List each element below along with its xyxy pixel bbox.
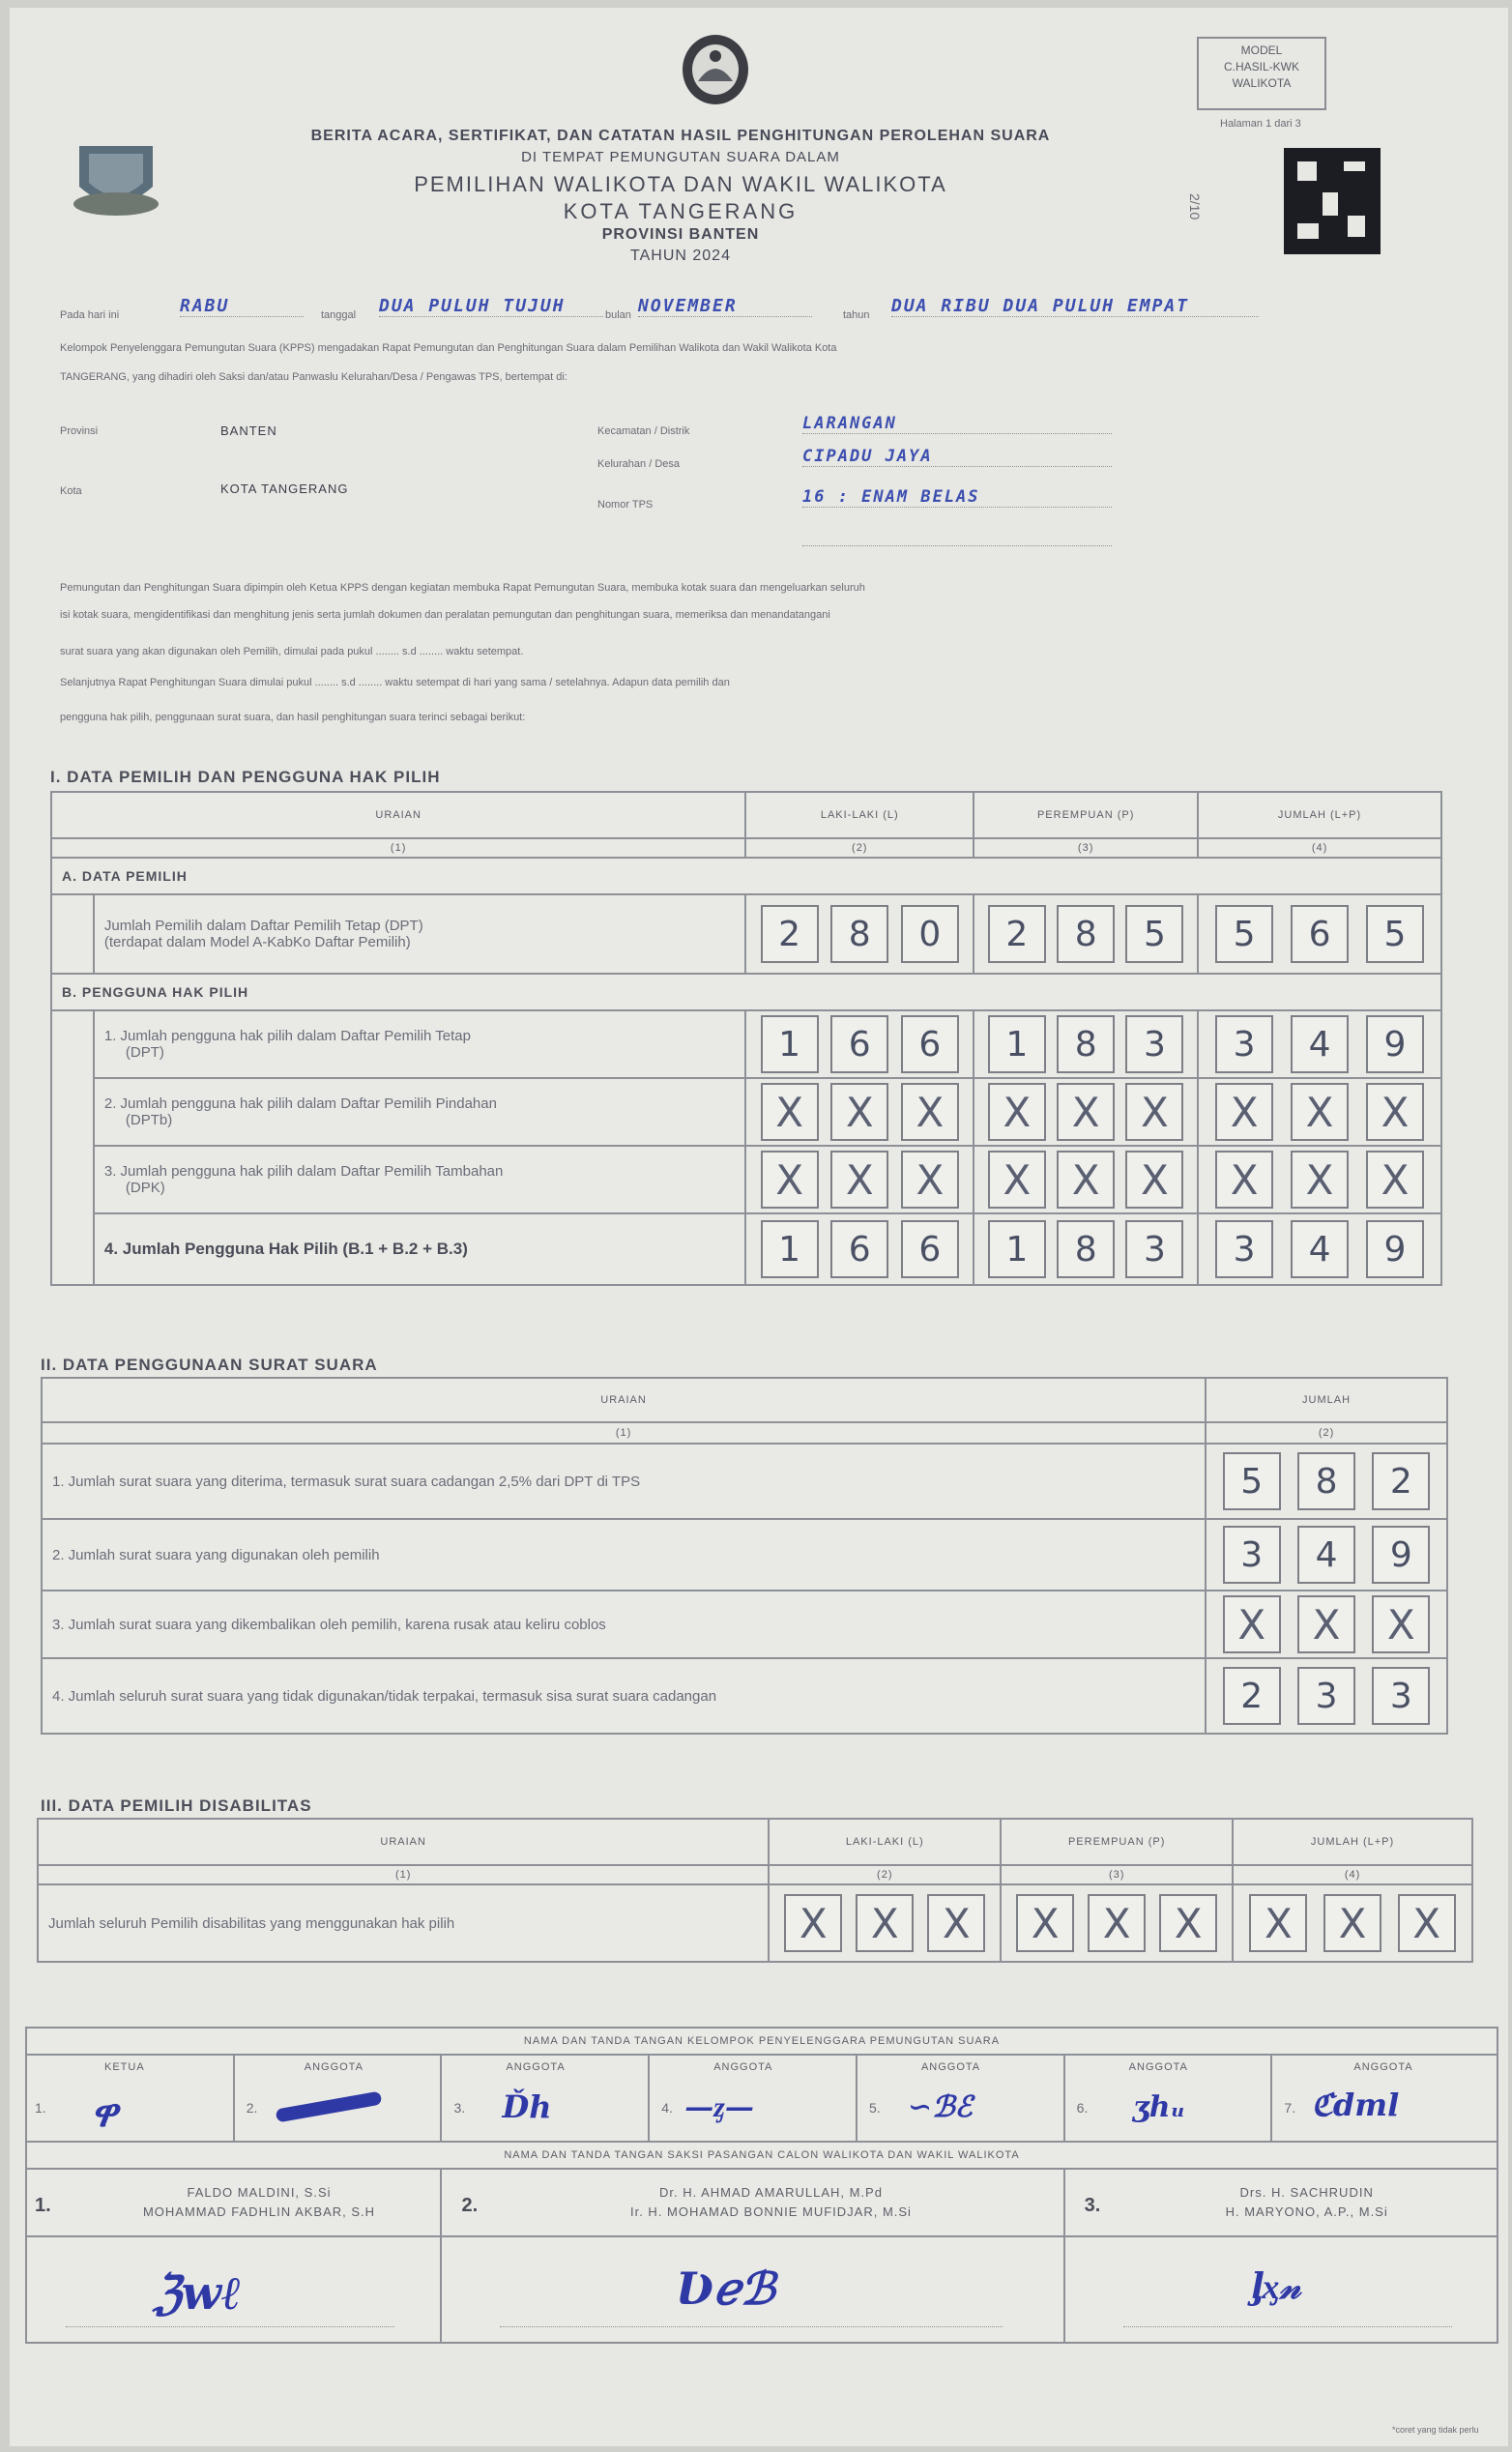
city-label: Kota bbox=[60, 485, 82, 497]
intro-sentence-1: Kelompok Penyelenggara Pemungutan Suara (KPPS) mengadakan Rapat Pemungutan dan Penghitungan Suara dalam Pemilihan Walikota dan Wakil Walikota Kota bbox=[60, 342, 837, 354]
title-line-5: PROVINSI BANTEN bbox=[601, 226, 760, 243]
col-jumlah: JUMLAH (L+P) bbox=[1198, 792, 1441, 838]
s3-j bbox=[1233, 1884, 1472, 1962]
section-1-table bbox=[50, 791, 1442, 1286]
b1-p bbox=[974, 1010, 1198, 1078]
b1-l bbox=[745, 1010, 974, 1078]
form-sheet bbox=[10, 8, 1508, 2446]
saksi-1-names: 1. FALDO MALDINI, S.Si MOHAMMAD FADHLIN AKBAR, S.H bbox=[26, 2169, 441, 2236]
digit-box: 9 bbox=[1372, 1526, 1430, 1584]
s3-l bbox=[769, 1884, 1001, 1962]
s2-row-1-label: 1. Jumlah surat suara yang diterima, termasuk surat suara cadangan 2,5% dari DPT di TPS bbox=[42, 1444, 1206, 1519]
digit-box: 4 bbox=[1291, 1220, 1349, 1278]
model-code-box bbox=[1197, 37, 1326, 110]
digit-box: 6 bbox=[901, 1220, 959, 1278]
b3-p bbox=[974, 1146, 1198, 1213]
date-value: DUA PULUH TUJUH bbox=[379, 296, 603, 317]
col-laki: LAKI-LAKI (L) bbox=[745, 792, 974, 838]
digit-box: X bbox=[830, 1151, 888, 1209]
digit-box: 2 bbox=[761, 905, 819, 963]
digit-box: X bbox=[784, 1894, 842, 1952]
digit-box: 3 bbox=[1372, 1667, 1430, 1725]
digit-box: X bbox=[1249, 1894, 1307, 1952]
digit-box: X bbox=[1366, 1083, 1424, 1141]
digit-box: 8 bbox=[1057, 1220, 1115, 1278]
year-label: tahun bbox=[843, 309, 870, 321]
saksi-3-signature bbox=[1064, 2236, 1497, 2343]
digit-box: X bbox=[830, 1083, 888, 1141]
s2-num-2: (2) bbox=[1206, 1422, 1447, 1444]
signature-mark: ʒℎᵤ bbox=[1132, 2090, 1186, 2124]
signature-mark: —ᶎ— bbox=[684, 2090, 754, 2124]
saksi-2-names: 2. Dr. H. AHMAD AMARULLAH, M.Pd Ir. H. MOHAMAD BONNIE MUFIDJAR, M.Si bbox=[441, 2169, 1063, 2236]
s3-col-uraian: URAIAN bbox=[38, 1819, 769, 1865]
b2-j bbox=[1198, 1078, 1441, 1146]
col-uraian: URAIAN bbox=[51, 792, 745, 838]
digit-box: X bbox=[901, 1083, 959, 1141]
month-label: bulan bbox=[605, 309, 631, 321]
col-num-2: (2) bbox=[745, 838, 974, 858]
signature-mark: ∽ℬℰ bbox=[907, 2090, 973, 2124]
digit-box: 5 bbox=[1366, 905, 1424, 963]
s2-col-uraian: URAIAN bbox=[42, 1378, 1206, 1422]
digit-box: X bbox=[1016, 1894, 1074, 1952]
s3-col-laki: LAKI-LAKI (L) bbox=[769, 1819, 1001, 1865]
s3-num-1: (1) bbox=[38, 1865, 769, 1884]
digit-box: 4 bbox=[1297, 1526, 1355, 1584]
digit-box: 8 bbox=[1297, 1452, 1355, 1510]
digit-box: 3 bbox=[1215, 1220, 1273, 1278]
digit-box: X bbox=[761, 1151, 819, 1209]
saksi-title: NAMA DAN TANDA TANGAN SAKSI PASANGAN CALON WALIKOTA DAN WAKIL WALIKOTA bbox=[26, 2142, 1497, 2169]
digit-box: X bbox=[1291, 1151, 1349, 1209]
digit-box: X bbox=[1215, 1151, 1273, 1209]
digit-box: 2 bbox=[1372, 1452, 1430, 1510]
digit-box: 6 bbox=[830, 1220, 888, 1278]
digit-box: X bbox=[1372, 1595, 1430, 1653]
s3-p bbox=[1001, 1884, 1233, 1962]
signature-mark: ℨwℓ bbox=[153, 2266, 242, 2321]
b2-p bbox=[974, 1078, 1198, 1146]
section-1-title: I. DATA PEMILIH DAN PENGGUNA HAK PILIH bbox=[50, 768, 441, 786]
section-3-table bbox=[37, 1818, 1473, 1963]
paragraph-line-1: Pemungutan dan Penghitungan Suara dipimpin oleh Ketua KPPS dengan kegiatan membuka Rapat Pemungutan Suara, membuka kotak suara dan mengeluarkan seluruh bbox=[60, 582, 865, 594]
kpps-cell-3: ANGGOTA 3. Ďh bbox=[441, 2055, 649, 2142]
col-perempuan: PEREMPUAN (P) bbox=[974, 792, 1198, 838]
dpt-label: Jumlah Pemilih dalam Daftar Pemilih Tetap (DPT) (terdapat dalam Model A-KabKo Daftar Pemilih) bbox=[94, 894, 745, 974]
digit-box: 8 bbox=[1057, 1015, 1115, 1073]
digit-box: 1 bbox=[988, 1015, 1046, 1073]
digit-box: X bbox=[988, 1151, 1046, 1209]
tps-value: 16 : ENAM BELAS bbox=[802, 487, 1112, 508]
intro-sentence-2: TANGERANG, yang dihadiri oleh Saksi dan/atau Panwaslu Kelurahan/Desa / Pengawas TPS, bertempat di: bbox=[60, 371, 567, 383]
digit-box: 6 bbox=[1291, 905, 1349, 963]
digit-box: X bbox=[1223, 1595, 1281, 1653]
digit-box: X bbox=[1159, 1894, 1217, 1952]
digit-box: 1 bbox=[988, 1220, 1046, 1278]
b3-l bbox=[745, 1146, 974, 1213]
page-indicator: Halaman 1 dari 3 bbox=[1220, 118, 1301, 130]
digit-box: X bbox=[856, 1894, 914, 1952]
digit-box: X bbox=[901, 1151, 959, 1209]
saksi-1-signature bbox=[26, 2236, 441, 2343]
title-line-3: PEMILIHAN WALIKOTA DAN WAKIL WALIKOTA bbox=[414, 172, 947, 196]
digit-box: 3 bbox=[1125, 1220, 1183, 1278]
title-line-1: BERITA ACARA, SERTIFIKAT, DAN CATATAN HASIL PENGHITUNGAN PEROLEHAN SUARA bbox=[310, 128, 1051, 144]
kpps-cell-5: ANGGOTA 5. ∽ℬℰ bbox=[857, 2055, 1064, 2142]
kpps-cell-2: ANGGOTA 2. bbox=[234, 2055, 442, 2142]
day-value: RABU bbox=[180, 296, 304, 317]
kpps-cell-7: ANGGOTA 7. ℭdml bbox=[1271, 2055, 1497, 2142]
paragraph-line-4: Selanjutnya Rapat Penghitungan Suara dimulai pukul ........ s.d ........ waktu setempat di hari yang sama / setelahnya. Adapun data pemilih dan bbox=[60, 677, 730, 688]
province-label: Provinsi bbox=[60, 425, 99, 437]
s2-row-3-value bbox=[1206, 1591, 1447, 1658]
title-line-4: KOTA TANGERANG bbox=[563, 199, 799, 223]
section-3-title: III. DATA PEMILIH DISABILITAS bbox=[41, 1796, 312, 1815]
b2-label: 2. Jumlah pengguna hak pilih dalam Daftar Pemilih Pindahan (DPTb) bbox=[94, 1078, 745, 1146]
model-label: MODEL bbox=[1240, 44, 1283, 57]
kpps-title: NAMA DAN TANDA TANGAN KELOMPOK PENYELENGGARA PEMUNGUTAN SUARA bbox=[26, 2028, 1497, 2055]
saksi-3-names: 3. Drs. H. SACHRUDIN H. MARYONO, A.P., M.Si bbox=[1064, 2169, 1497, 2236]
digit-box: X bbox=[1297, 1595, 1355, 1653]
kpu-emblem-icon bbox=[677, 29, 754, 106]
signature-mark: Ďh bbox=[502, 2088, 552, 2125]
kpps-signature-row bbox=[26, 2055, 1497, 2142]
digit-box: 3 bbox=[1215, 1015, 1273, 1073]
month-value: NOVEMBER bbox=[638, 296, 812, 317]
b2-l bbox=[745, 1078, 974, 1146]
digit-box: 5 bbox=[1223, 1452, 1281, 1510]
digit-box: X bbox=[1057, 1151, 1115, 1209]
digit-box: 5 bbox=[1215, 905, 1273, 963]
saksi-2-signature bbox=[441, 2236, 1063, 2343]
paragraph-line-5: pengguna hak pilih, penggunaan surat suara, dan hasil penghitungan suara terinci sebagai berikut: bbox=[60, 712, 526, 723]
s2-row-3-label: 3. Jumlah surat suara yang dikembalikan oleh pemilih, karena rusak atau keliru coblos bbox=[42, 1591, 1206, 1658]
digit-box: X bbox=[1125, 1151, 1183, 1209]
s2-row-2-value bbox=[1206, 1519, 1447, 1591]
signature-mark bbox=[275, 2091, 382, 2123]
group-a-label: A. DATA PEMILIH bbox=[51, 858, 1441, 894]
digit-box: 1 bbox=[761, 1220, 819, 1278]
section-2-table bbox=[41, 1377, 1448, 1735]
digit-box: 9 bbox=[1366, 1015, 1424, 1073]
s3-col-perempuan: PEREMPUAN (P) bbox=[1001, 1819, 1233, 1865]
district-value: LARANGAN bbox=[802, 414, 1112, 434]
s3-num-2: (2) bbox=[769, 1865, 1001, 1884]
tps-label: Nomor TPS bbox=[597, 499, 654, 511]
digit-box: 2 bbox=[988, 905, 1046, 963]
s3-num-4: (4) bbox=[1233, 1865, 1472, 1884]
day-label: Pada hari ini bbox=[60, 309, 120, 321]
b4-j bbox=[1198, 1213, 1441, 1285]
digit-box: 1 bbox=[761, 1015, 819, 1073]
digit-box: 5 bbox=[1125, 905, 1183, 963]
dpt-j bbox=[1198, 894, 1441, 974]
s2-row-2-label: 2. Jumlah surat suara yang digunakan oleh pemilih bbox=[42, 1519, 1206, 1591]
signature-mark: Ʋℯℬ bbox=[674, 2262, 775, 2315]
digit-box: 6 bbox=[901, 1015, 959, 1073]
digit-box: 4 bbox=[1291, 1015, 1349, 1073]
digit-box: X bbox=[1291, 1083, 1349, 1141]
digit-box: X bbox=[1088, 1894, 1146, 1952]
city-value: KOTA TANGERANG bbox=[220, 482, 349, 496]
digit-box: 3 bbox=[1297, 1667, 1355, 1725]
b4-label: 4. Jumlah Pengguna Hak Pilih (B.1 + B.2 + B.3) bbox=[94, 1213, 745, 1285]
s2-row-1-value bbox=[1206, 1444, 1447, 1519]
s3-num-3: (3) bbox=[1001, 1865, 1233, 1884]
s3-row-label: Jumlah seluruh Pemilih disabilitas yang menggunakan hak pilih bbox=[38, 1884, 769, 1962]
digit-box: 6 bbox=[830, 1015, 888, 1073]
province-value: BANTEN bbox=[220, 423, 277, 438]
paragraph-line-2: isi kotak suara, mengidentifikasi dan menghitung jenis serta jumlah dokumen dan peralatan pemungutan dan penghitungan suara, memeriksa dan menandatangani bbox=[60, 609, 830, 621]
digit-box: X bbox=[1125, 1083, 1183, 1141]
model-type: WALIKOTA bbox=[1232, 76, 1292, 90]
side-code: 2/10 bbox=[1187, 193, 1203, 220]
dpt-p bbox=[974, 894, 1198, 974]
kpps-cell-1: KETUA 1. ዋ bbox=[26, 2055, 234, 2142]
kpps-cell-6: ANGGOTA 6. ʒℎᵤ bbox=[1064, 2055, 1272, 2142]
s2-col-jumlah: JUMLAH bbox=[1206, 1378, 1447, 1422]
section-2-title: II. DATA PENGGUNAAN SURAT SUARA bbox=[41, 1356, 378, 1374]
digit-box: 0 bbox=[901, 905, 959, 963]
digit-box: X bbox=[1366, 1151, 1424, 1209]
district-label: Kecamatan / Distrik bbox=[597, 425, 690, 437]
s2-row-4-value bbox=[1206, 1658, 1447, 1734]
paragraph-line-3: surat suara yang akan digunakan oleh Pemilih, dimulai pada pukul ........ s.d ........ waktu setempat. bbox=[60, 646, 524, 657]
digit-box: X bbox=[1398, 1894, 1456, 1952]
kpps-cell-4: ANGGOTA 4. —ᶎ— bbox=[649, 2055, 857, 2142]
digit-box: 3 bbox=[1223, 1526, 1281, 1584]
footer-note: *coret yang tidak perlu bbox=[1392, 2425, 1479, 2435]
digit-box: 8 bbox=[830, 905, 888, 963]
col-num-4: (4) bbox=[1198, 838, 1441, 858]
digit-box: X bbox=[1215, 1083, 1273, 1141]
title-line-2: DI TEMPAT PEMUNGUTAN SUARA DALAM bbox=[521, 149, 840, 165]
signature-mark: ℭdml bbox=[1311, 2087, 1400, 2123]
digit-box: X bbox=[761, 1083, 819, 1141]
s3-col-jumlah: JUMLAH (L+P) bbox=[1233, 1819, 1472, 1865]
digit-box: 8 bbox=[1057, 905, 1115, 963]
signature-mark: ᶅᶍ𝓃 bbox=[1248, 2266, 1301, 2307]
s2-row-4-label: 4. Jumlah seluruh surat suara yang tidak digunakan/tidak terpakai, termasuk sisa surat suara cadangan bbox=[42, 1658, 1206, 1734]
date-label: tanggal bbox=[321, 309, 357, 321]
dpt-l bbox=[745, 894, 974, 974]
model-code: C.HASIL-KWK bbox=[1223, 60, 1299, 73]
s2-num-1: (1) bbox=[42, 1422, 1206, 1444]
village-label: Kelurahan / Desa bbox=[597, 458, 680, 470]
b4-l bbox=[745, 1213, 974, 1285]
b4-p bbox=[974, 1213, 1198, 1285]
village-value: CIPADU JAYA bbox=[802, 447, 1112, 467]
digit-box: X bbox=[927, 1894, 985, 1952]
signature-table bbox=[25, 2027, 1498, 2344]
title-line-6: TAHUN 2024 bbox=[630, 248, 731, 264]
b1-j bbox=[1198, 1010, 1441, 1078]
b3-label: 3. Jumlah pengguna hak pilih dalam Daftar Pemilih Tambahan (DPK) bbox=[94, 1146, 745, 1213]
digit-box: 3 bbox=[1125, 1015, 1183, 1073]
group-b-label: B. PENGGUNA HAK PILIH bbox=[51, 974, 1441, 1010]
signature-mark: ዋ bbox=[91, 2090, 118, 2136]
b3-j bbox=[1198, 1146, 1441, 1213]
digit-box: X bbox=[1057, 1083, 1115, 1141]
b1-label: 1. Jumlah pengguna hak pilih dalam Daftar Pemilih Tetap (DPT) bbox=[94, 1010, 745, 1078]
digit-box: 9 bbox=[1366, 1220, 1424, 1278]
tps-extra-line bbox=[802, 541, 1112, 546]
year-value: DUA RIBU DUA PULUH EMPAT bbox=[891, 296, 1259, 317]
digit-box: X bbox=[988, 1083, 1046, 1141]
digit-box: X bbox=[1323, 1894, 1381, 1952]
col-num-1: (1) bbox=[51, 838, 745, 858]
col-num-3: (3) bbox=[974, 838, 1198, 858]
digit-box: 2 bbox=[1223, 1667, 1281, 1725]
